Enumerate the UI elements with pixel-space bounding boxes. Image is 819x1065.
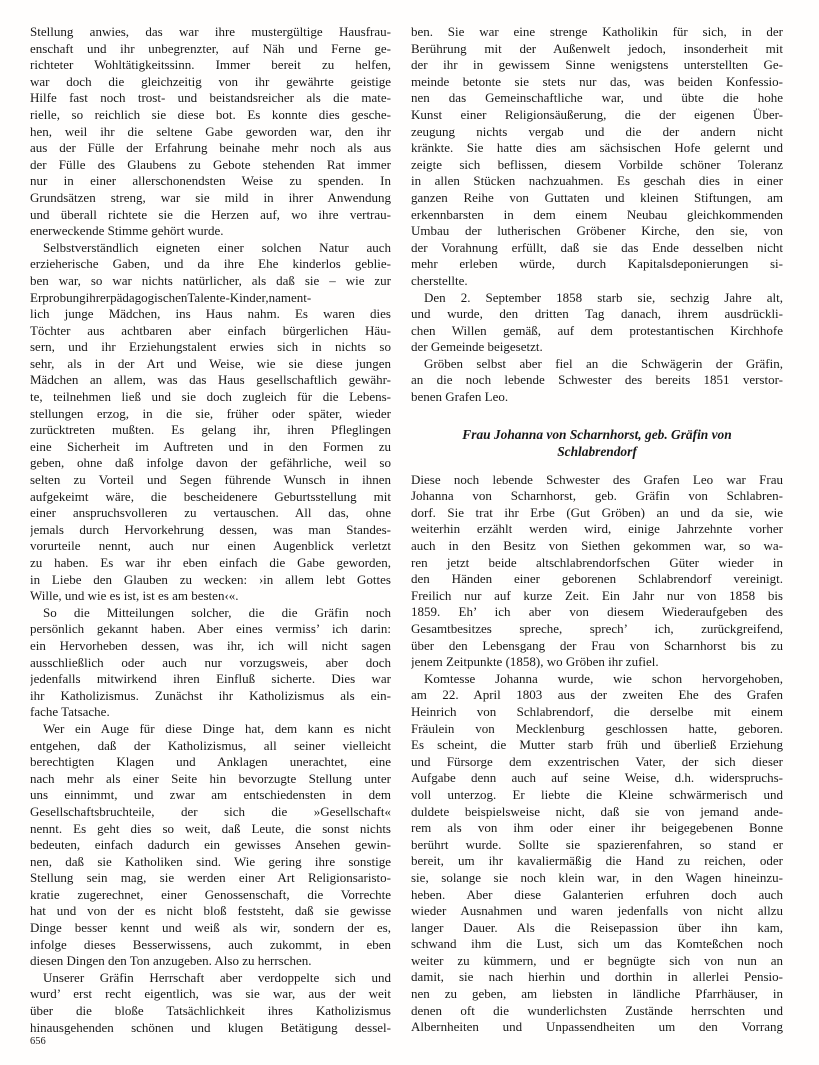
paragraph bbox=[411, 472, 783, 671]
paragraph bbox=[411, 356, 783, 406]
text-line: fache Tatsache. bbox=[30, 704, 110, 720]
text-line: mehr erleben würde, durch Kapitalsdeponierungen si- bbox=[411, 256, 783, 272]
text-line: meinde betonte sie stets nur das, was beiden Konfessio- bbox=[411, 73, 783, 89]
text-line: vorurteile nennt, auch nur einen Augenblick verletzt bbox=[30, 538, 391, 554]
text-line: jemals durch Hervorkehrung dessen, was man Standes- bbox=[30, 521, 391, 537]
text-line: heben. Aber diese Galanterien erfuhren doch auch bbox=[411, 886, 783, 902]
text-line: über die bloße Tatsächlichkeit ihres Katholizismus bbox=[30, 1003, 391, 1019]
text-line: aufgekeimt wäre, die bescheidenere Geburtsstellung mit bbox=[30, 488, 391, 504]
text-line: Töchter aus achtbaren aber einfach bürgerlichen Häu- bbox=[30, 322, 391, 338]
text-line: in Liebe den Glauben zu wecken: ›in allem lebt Gottes bbox=[30, 571, 391, 587]
text-line: ganzen Reihe von Guttaten und kleinen Stiftungen, am bbox=[411, 189, 783, 205]
text-line: Unserer Gräfin Herrschaft aber verdoppelte sich und bbox=[43, 969, 391, 985]
text-line: sie, solange sie noch klein war, in den Wagen hineinzu- bbox=[411, 869, 783, 885]
text-line: enschaft und ihr unbegrenzter, auf Näh und Ferne ge- bbox=[30, 40, 391, 56]
text-line: erzieherische Gaben, und da ihre Ehe kinderlos geblie- bbox=[30, 256, 391, 272]
text-line: hinausgehenden schönen und klugen Betätigung dessel- bbox=[30, 1019, 391, 1035]
text-line: diesen Dingen den Ton anzugeben. Also zu herrschen. bbox=[30, 953, 312, 969]
text-line: Aufgabe denn auch auf seine Weise, d.h. widerspruchs- bbox=[411, 770, 783, 786]
text-line: lich junge Mädchen, ins Haus nahm. Es waren dies bbox=[30, 306, 391, 322]
text-line: bedeuten, einfach dadurch ein gewisses Ansehen gewin- bbox=[30, 837, 391, 853]
text-line: ausschließlich oder auch nur vorzugsweis, aber doch bbox=[30, 654, 391, 670]
text-line: te, teilnehmen ließ und sie doch zugleich für die Lebens- bbox=[30, 389, 391, 405]
text-line: der Gemeinde beigesetzt. bbox=[411, 339, 543, 355]
text-line: ben war, so war nichts natürlicher, als daß sie – wie zur bbox=[30, 272, 391, 288]
text-line: voll unterzog. Er liebte die Kleine schwärmerisch und bbox=[411, 786, 783, 802]
text-line: war doch die gleichzeitig von ihr gewährte geistige bbox=[30, 73, 391, 89]
text-line: erkennbarsten in dem einem Neubau gleichkommenden bbox=[411, 206, 783, 222]
text-line: nach mehr als einer Seite hin bevorzugte Stellung unter bbox=[30, 770, 391, 786]
text-line: benen Grafen Leo. bbox=[411, 389, 509, 405]
text-line: Umbau der lutherischen Gröbener Kirche, den sie, von bbox=[411, 223, 783, 239]
text-line: der Vorahnung erfüllt, daß sie das Ende desselben nicht bbox=[411, 239, 783, 255]
text-line: damit, sie nach hierhin und dorthin in allerlei Pensio- bbox=[411, 969, 783, 985]
text-line: Es scheint, die Mutter starb früh und überließ Erziehung bbox=[411, 737, 783, 753]
text-line: Gesamtbesitzes spreche, sprech’ ich, zurückgreifend, bbox=[411, 621, 783, 636]
text-line: Johanna von Scharnhorst, geb. Gräfin von Schlabren- bbox=[411, 488, 783, 504]
text-line: und Fürsorge dem exzentrischen Vater, der sich dieser bbox=[411, 753, 783, 769]
text-line: Wille, und wie es ist, ist es am besten‹«. bbox=[30, 588, 239, 604]
text-line: langer Dauer. Als die Reisepassion über ihn kam, bbox=[411, 919, 783, 935]
left-column bbox=[30, 24, 391, 1036]
text-line: in allen Stücken nachzuahmen. Es geschah dies in einer bbox=[411, 173, 783, 189]
text-line: eine Sicherheit im Auftreten und in den Formen zu bbox=[30, 438, 391, 454]
text-line: geben, ohne daß infolge davon der gefährliche, weil so bbox=[30, 455, 391, 471]
text-line: berechtigten Klagen und Anklagen unerachtet, eine bbox=[30, 754, 391, 770]
text-line: nen, daß sie Katholiken sind. Wie gering ihre sonstige bbox=[30, 853, 391, 869]
text-line: Gröben selbst aber fiel an die Schwägerin der Gräfin, bbox=[424, 355, 783, 371]
text-line: Heinrich von Schlabrendorf, die derselbe mit einem bbox=[411, 703, 783, 719]
text-line: sehr, als in der Art und Weise, wie sie diese jungen bbox=[30, 355, 391, 371]
text-line: infolge dieses Besserwissens, auch zukommt, in eben bbox=[30, 936, 391, 952]
text-line: Stellung sein mag, sie werden einer Art Religionsaristo- bbox=[30, 870, 391, 886]
text-line: selten zu Vorteil und Segen führende Wunsch in ihnen bbox=[30, 472, 391, 488]
text-line: chen Willen gemäß, auf dem protestantischen Kirchhofe bbox=[411, 322, 783, 338]
text-line: bereit, um ihr kavaliermäßig die Hand zu reichen, oder bbox=[411, 853, 783, 869]
text-line: Stellung anwies, das war ihre mustergültige Hausfrau- bbox=[30, 24, 391, 39]
text-line: weiterhin erzählt werden wird, einige Jahrzehnte vorher bbox=[411, 521, 783, 537]
paragraph bbox=[30, 970, 391, 1036]
text-line: Fräulein von Mecklenburg geschlossen hatte, geboren. bbox=[411, 720, 783, 736]
text-line: Dinge besser kennt und weiß als wir, sondern der es, bbox=[30, 920, 391, 936]
text-line: Albernheiten und Unpassendheiten um den Vorrang bbox=[411, 1019, 783, 1035]
text-line: weiter zu kümmern, und er begnügte sich von nun an bbox=[411, 952, 783, 968]
text-line: Mädchen an allem, was das Haus gesellschaftlich gewähr- bbox=[30, 372, 391, 388]
section-heading-line: Frau Johanna von Scharnhorst, geb. Gräfin von bbox=[462, 426, 732, 442]
right-column bbox=[411, 24, 783, 1036]
text-line: uns einnimmt, und zwar am entschiedensten in dem bbox=[30, 787, 391, 803]
text-line: Selbstverständlich eigneten einer solchen Natur auch bbox=[43, 239, 391, 255]
section-heading bbox=[411, 426, 783, 460]
text-line: duldete beispielsweise nicht, daß sie von jemand ande- bbox=[411, 803, 783, 819]
text-line: hat und von der es nicht bloß feststeht, daß sie gewisse bbox=[30, 903, 391, 919]
text-line: berührt wurde. Sollte sie spazierenfahren, so stand er bbox=[411, 836, 783, 852]
text-line: auch in den Besitz von Siethen gekommen war, so wa- bbox=[411, 538, 783, 554]
text-line: Wer ein Auge für diese Dinge hat, dem kann es nicht bbox=[43, 720, 391, 736]
text-line: rem als von ihm oder einer ihr beigegebenen Bonne bbox=[411, 820, 783, 836]
paragraph bbox=[411, 24, 783, 290]
text-line: wieder Ausnahmen und waren jedenfalls von nicht allzu bbox=[411, 903, 783, 919]
paragraph bbox=[30, 721, 391, 970]
text-line: Grundsätzen streng, war sie mild in ihrer Anwendung bbox=[30, 189, 391, 205]
text-line: jenem Zeitpunkte (1858), wo Gröben ihr zufiel. bbox=[411, 654, 659, 670]
text-line: aus der Fülle der Erfahrung beinahe mehr noch als aus bbox=[30, 140, 391, 156]
text-line: Kunst einer Religionsäußerung, die der eigenen Über- bbox=[411, 106, 783, 122]
text-line: hen, weil ihr die seltene Gabe geworden war, den ihr bbox=[30, 123, 391, 139]
paragraph bbox=[30, 24, 391, 240]
text-line: Den 2. September 1858 starb sie, sechzig Jahre alt, bbox=[424, 289, 783, 305]
text-line: ein Hervorheben dessen, was ihr, ich will nicht sagen bbox=[30, 637, 391, 653]
text-line: 1859. Eh’ ich aber von diesem Wiederaufgeben des bbox=[411, 604, 783, 620]
text-line: stellungen erzog, in die sie, früher oder später, wieder bbox=[30, 405, 391, 421]
text-line: nennt. Es geht dies so weit, daß Leute, die sonst nichts bbox=[30, 820, 391, 836]
text-line: Hilfe fast noch trost- und beistandsreicher als die mate- bbox=[30, 90, 391, 106]
section-heading-line: Schlabrendorf bbox=[557, 443, 637, 459]
text-line: kratie zugerechnet, einer Genossenschaft, die Vorrechte bbox=[30, 886, 391, 902]
text-line: nen zu geben, am liebsten in ländliche Pfarrhäuser, in bbox=[411, 986, 783, 1002]
text-line: ben. Sie war eine strenge Katholikin für sich, in der bbox=[411, 24, 783, 39]
text-line: dorf. Sie trat ihr Erbe (Gut Gröben) an und da sie, wie bbox=[411, 504, 783, 520]
text-line: der Fülle des Glaubens zu Gebote stehenden Rat immer bbox=[30, 156, 391, 172]
paragraph bbox=[30, 605, 391, 721]
text-line: kränkte. Sie hatte dies am sächsischen Hofe gelernt und bbox=[411, 140, 783, 156]
text-line: am 22. April 1803 aus der zweiten Ehe des Grafen bbox=[411, 687, 783, 703]
page-number: 656 bbox=[30, 1036, 46, 1047]
text-line: enerweckende Stimme gehört wurde. bbox=[30, 223, 224, 239]
text-line: Berührung mit der Außenwelt jedoch, insonderheit mit bbox=[411, 40, 783, 56]
text-line: cherstellte. bbox=[411, 272, 468, 288]
text-line: wurd’ erst recht eigentlich, was sie war, aus der weit bbox=[30, 986, 391, 1002]
text-line: zurücktreten mußten. Es gelang ihr, ihren Pfleglingen bbox=[30, 422, 391, 438]
text-line: und überall richtete sie die Herzen auf, wo ihre vertrau- bbox=[30, 206, 391, 222]
text-line: zeugung nichts vergab und die der andern nicht bbox=[411, 123, 783, 139]
text-line: der ihr in gewissem Sinne wenigstens unterstellten Ge- bbox=[411, 57, 783, 73]
text-line: Komtesse Johanna wurde, wie schon hervorgehoben, bbox=[424, 670, 783, 686]
paragraph bbox=[30, 240, 391, 605]
text-line: denen oft die wunderlichsten Zustände herrschten und bbox=[411, 1002, 783, 1018]
text-line: jedenfalls mitwirkend ihren Einfluß sicherte. Dies war bbox=[30, 671, 391, 687]
text-line: an die noch lebende Schwester des bereits 1851 verstor- bbox=[411, 372, 783, 388]
text-line: und wurde, den dritten Tag danach, ihrem ausdrückli- bbox=[411, 306, 783, 322]
text-line: nen das Gemeinschaftliche war, und übte die hohe bbox=[411, 90, 783, 106]
paragraph bbox=[411, 290, 783, 356]
text-line: nur in einer allerschonendsten Weise zu spenden. In bbox=[30, 173, 391, 189]
text-line: einer anspruchsvolleren zu vertauschen. All das, ohne bbox=[30, 505, 391, 521]
text-line: schwand ihm die Lust, sich um das Komteßchen noch bbox=[411, 936, 783, 952]
text-line: richteter Wohltätigkeitssinn. Immer bereit zu helfen, bbox=[30, 57, 391, 73]
text-line: ihr Katholizismus. Zunächst ihr Katholizismus als ein- bbox=[30, 687, 391, 703]
text-line: Gesellschaftsbruchteile, der sich die »Gesellschaft« bbox=[30, 803, 391, 819]
text-line: zu haben. Es war ihr eben einfach die Gabe geworden, bbox=[30, 555, 391, 570]
text-line: zeigte sich beflissen, diesem Vorbilde schöner Toleranz bbox=[411, 156, 783, 172]
text-line: über den Lebensgang der Frau von Scharnhorst bis zu bbox=[411, 637, 783, 653]
text-line: sern, und ihr Erziehungstalent erwies sich in nichts so bbox=[30, 339, 391, 355]
text-line: Diese noch lebende Schwester des Grafen Leo war Frau bbox=[411, 471, 783, 487]
text-line: entgehen, daß der Katholizismus, all seiner vielleicht bbox=[30, 737, 391, 753]
text-line: persönlich gekannt haben. Aber eines vermiss’ ich darin: bbox=[30, 621, 391, 637]
text-line: ren jetzt beide altschlabrendorfschen Güter wieder in bbox=[411, 554, 783, 570]
text-line: den Händen einer geborenen Schlabrendorf vereinigt. bbox=[411, 571, 783, 587]
paragraph bbox=[411, 671, 783, 1036]
text-line: Freilich nur auf kurze Zeit. Ein Jahr nur von 1858 bis bbox=[411, 587, 783, 603]
text-line: ErprobungihrerpädagogischenTalente-Kinder,nament- bbox=[30, 289, 312, 305]
text-line: rielle, so reichlich sie diese bot. Es konnte dies gesche- bbox=[30, 106, 391, 122]
text-line: So die Mitteilungen solcher, die die Gräfin noch bbox=[43, 604, 391, 620]
